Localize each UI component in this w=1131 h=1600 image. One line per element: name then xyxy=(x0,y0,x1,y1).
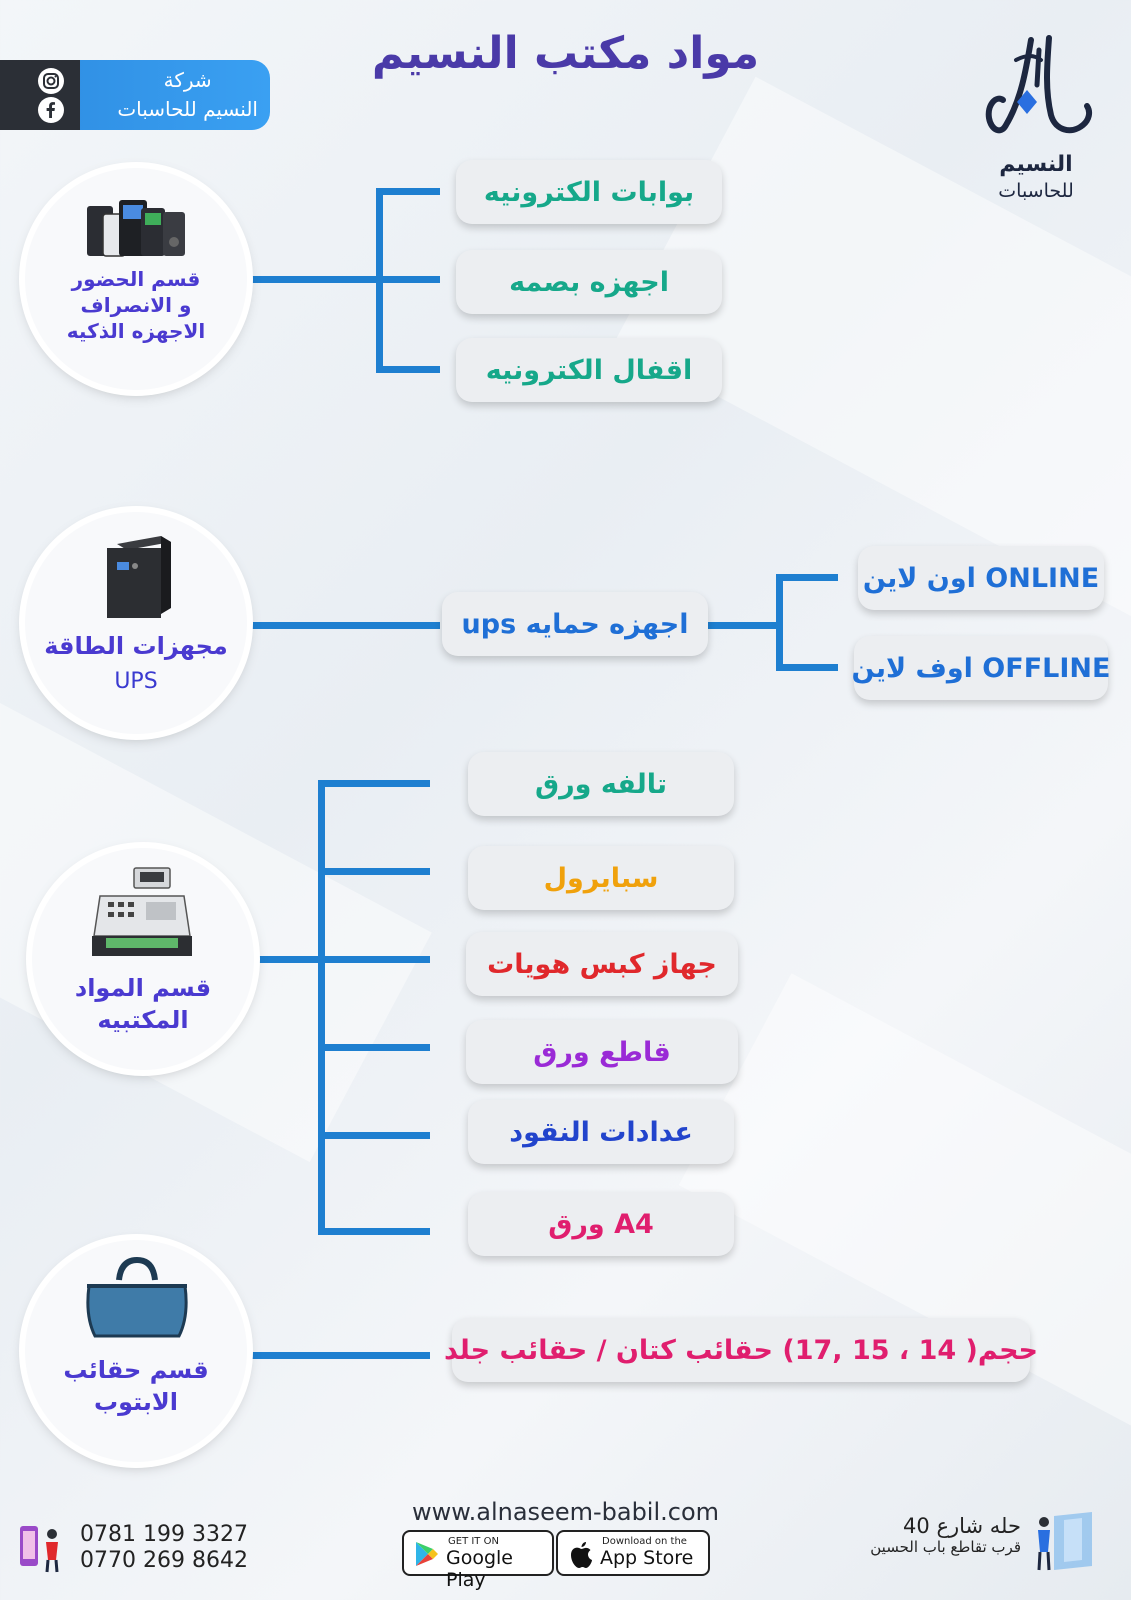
social-line1: شركة xyxy=(163,68,212,92)
logo-name: النسيم xyxy=(999,152,1073,177)
item-spiral-binding[interactable]: سبايرول xyxy=(468,846,734,910)
section-label-line: الاجهزه الذكيه xyxy=(66,319,206,343)
item-ups-online[interactable]: ONLINE اون لاين xyxy=(858,546,1104,610)
connector-line xyxy=(776,574,783,670)
phone-icon xyxy=(14,1520,70,1576)
connector-line xyxy=(376,188,440,195)
section-power-label xyxy=(25,628,247,700)
laptop-bag-icon xyxy=(81,1256,193,1340)
connector-line xyxy=(376,276,440,283)
item-electronic-gates[interactable]: بوابات الكترونيه xyxy=(456,160,722,224)
connector-line xyxy=(318,1228,430,1235)
google-play-icon xyxy=(412,1540,440,1568)
google-play-small-text: GET IT ON xyxy=(448,1536,499,1547)
item-electronic-locks[interactable]: اقفال الكترونيه xyxy=(456,338,722,402)
section-laptop-bags-label xyxy=(25,1354,247,1418)
logo-calligraphy-icon xyxy=(971,30,1101,150)
social-text xyxy=(117,66,258,124)
bg-shape xyxy=(679,973,1131,1467)
connector-line xyxy=(706,622,776,629)
address-line2: قرب تقاطع باب الحسين xyxy=(870,1538,1021,1556)
section-label-line: قسم المواد xyxy=(74,974,212,1002)
item-paper-cutter[interactable]: قاطع ورق xyxy=(466,1020,738,1084)
social-bar[interactable] xyxy=(0,60,270,130)
section-attendance-label xyxy=(25,266,247,344)
instagram-icon[interactable] xyxy=(38,68,64,94)
section-label-line: UPS xyxy=(114,669,158,694)
phone-numbers xyxy=(80,1522,248,1574)
app-store-big-text: App Store xyxy=(600,1547,694,1569)
section-laptop-bags-circle xyxy=(25,1240,247,1462)
section-office-label xyxy=(32,972,254,1036)
section-power-circle xyxy=(25,512,247,734)
connector-line xyxy=(376,366,440,373)
item-money-counters[interactable]: عدادات النقود xyxy=(468,1100,734,1164)
section-attendance-circle xyxy=(25,168,247,390)
connector-line xyxy=(250,1352,430,1359)
item-laptop-bags[interactable]: حجم( 14 ، 15 ,17) حقائب كتان / حقائب جلد xyxy=(452,1318,1030,1382)
page-title: مواد مكتب النسيم xyxy=(371,28,760,79)
section-label-line: الابتوب xyxy=(93,1388,179,1416)
location-icon xyxy=(1030,1508,1100,1578)
item-ups-protection[interactable]: اجهزه حمايه ups xyxy=(442,592,708,656)
item-id-laminator[interactable]: جهاز كبس هويات xyxy=(466,932,738,996)
phone-number[interactable]: 0770 269 8642 xyxy=(80,1548,248,1573)
company-logo xyxy=(971,30,1101,210)
section-label-line: المكتبيه xyxy=(97,1006,189,1034)
section-label-line: قسم حقائب xyxy=(63,1356,209,1384)
item-ups-offline[interactable]: OFFLINE اوف لاين xyxy=(854,636,1108,700)
ups-device-icon xyxy=(103,534,173,620)
logo-subtitle: للحاسبات xyxy=(998,180,1074,202)
facebook-icon[interactable] xyxy=(38,97,64,123)
address-line1: حله شارع 40 xyxy=(903,1514,1021,1538)
connector-line xyxy=(318,1132,430,1139)
section-label-line: و الانصراف xyxy=(80,293,192,317)
connector-line xyxy=(318,780,430,787)
connector-line xyxy=(250,276,380,283)
social-line2: النسيم للحاسبات xyxy=(117,97,258,121)
address xyxy=(870,1514,1021,1556)
connector-line xyxy=(250,622,440,629)
google-play-badge[interactable] xyxy=(402,1530,554,1591)
cash-register-icon xyxy=(92,866,192,962)
connector-line xyxy=(318,1044,430,1051)
section-office-circle xyxy=(32,848,254,1070)
connector-line xyxy=(776,664,838,671)
connector-line xyxy=(258,956,324,963)
item-a4-paper[interactable]: A4 ورق xyxy=(468,1192,734,1256)
connector-line xyxy=(318,868,430,875)
apple-icon xyxy=(568,1540,594,1570)
connector-line xyxy=(318,780,325,1234)
item-fingerprint-devices[interactable]: اجهزه بصمه xyxy=(456,250,722,314)
section-label-line: مجهزات الطاقة xyxy=(44,632,228,660)
section-label-line: قسم الحضور xyxy=(71,267,201,291)
fingerprint-devices-icon xyxy=(83,196,189,260)
website-link[interactable]: www.alnaseem-babil.com xyxy=(411,1498,720,1526)
phone-number[interactable]: 0781 199 3327 xyxy=(80,1522,248,1547)
app-store-small-text: Download on the xyxy=(602,1536,687,1547)
connector-line xyxy=(318,956,430,963)
app-store-badge[interactable] xyxy=(556,1530,710,1576)
google-play-big-text: Google Play xyxy=(446,1547,514,1591)
item-paper-shredder[interactable]: تالفه ورق xyxy=(468,752,734,816)
connector-line xyxy=(776,574,838,581)
